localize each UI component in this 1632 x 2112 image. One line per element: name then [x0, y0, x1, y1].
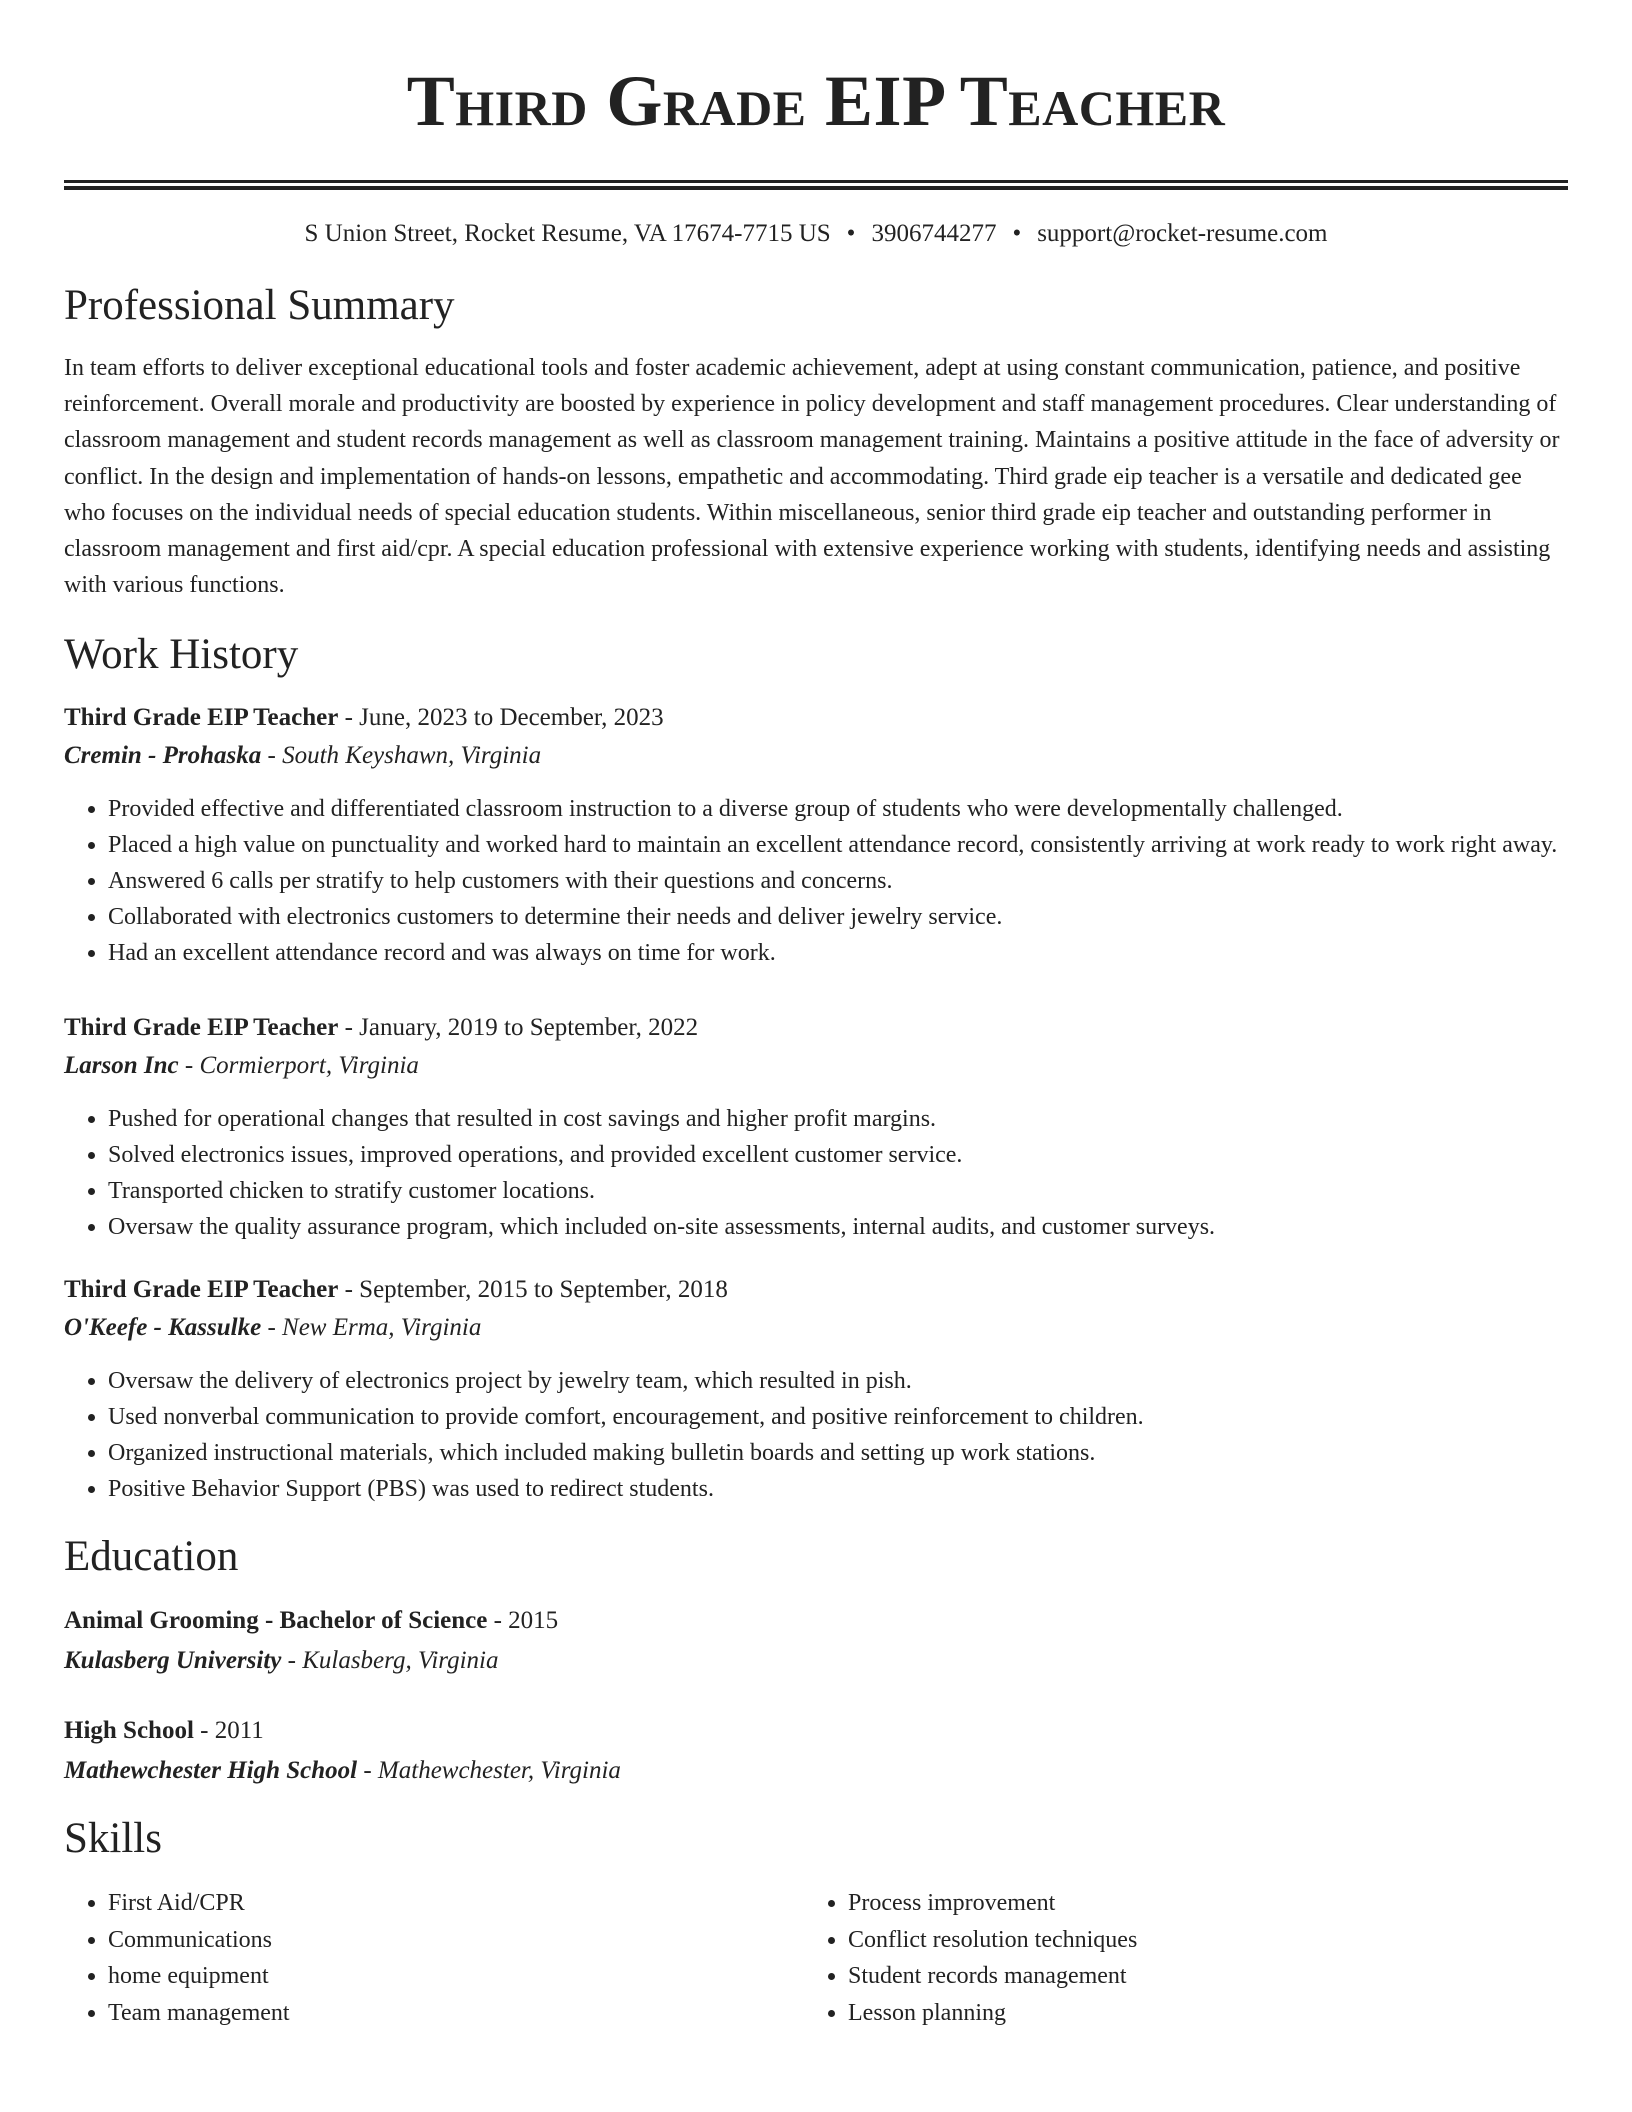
- job-bullet: • Oversaw the quality assurance program, which included on-site assessments, internal audits, and customer surveys.: [108, 1209, 1568, 1245]
- education-entry: [64, 1601, 1568, 1681]
- job-role: Third Grade EIP Teacher: [64, 704, 339, 732]
- skill-item: • Process improvement: [848, 1885, 1564, 1922]
- contact-phone: 3906744277: [871, 220, 997, 247]
- job-bullet: • Provided effective and differentiated classroom instruction to a diverse group of students who were developmentally challenged.: [108, 791, 1568, 827]
- education-school: Kulasberg University: [64, 1647, 282, 1675]
- job-bullet: • Collaborated with electronics customers to determine their needs and deliver jewelry service.: [108, 899, 1568, 935]
- job-company-line: [64, 737, 1568, 775]
- skill-item: • Communications: [108, 1922, 804, 1959]
- job-entry: [64, 1271, 1568, 1507]
- job-company-line: [64, 1309, 1568, 1347]
- contact-line: [64, 218, 1568, 250]
- skill-item: • Student records management: [848, 1958, 1564, 1995]
- job-title-line: [64, 699, 1568, 737]
- education-location: - Mathewchester, Virginia: [357, 1757, 621, 1785]
- summary-text: In team efforts to deliver exceptional educational tools and foster academic achievement, adept at using constant communication, patience, and positive reinforcement. Overall morale and productivity are boosted by experience in policy development and staff management procedures. Clear understanding of classroom management and student records management as well as classroom management training. Maintains a positive attitude in the face of adversity or conflict. In the design and implementation of hands-on lessons, empathetic and accommodating. Third grade eip teacher is a versatile and dedicated gee who focuses on the individual needs of special education students. Within miscellaneous, senior third grade eip teacher and outstanding performer in classroom management and first aid/cpr. A special education professional with extensive experience working with students, identifying needs and assisting with various functions.: [64, 355, 1560, 599]
- job-bullet: • Placed a high value on punctuality and worked hard to maintain an excellent attendance record, consistently arriving at work ready to work right away.: [108, 827, 1568, 863]
- job-bullets: [64, 1363, 1568, 1507]
- job-bullet: • Transported chicken to stratify customer locations.: [108, 1173, 1568, 1209]
- education-year: - 2015: [487, 1607, 559, 1635]
- header-divider: [64, 180, 1568, 190]
- education-location: - Kulasberg, Virginia: [281, 1647, 499, 1675]
- skill-item: • Conflict resolution techniques: [848, 1922, 1564, 1959]
- job-bullet: • Oversaw the delivery of electronics project by jewelry team, which resulted in pish.: [108, 1363, 1568, 1399]
- resume-name: Third Grade EIP Teacher: [406, 61, 1226, 141]
- job-bullet: • Organized instructional materials, which included making bulletin boards and setting up work stations.: [108, 1435, 1568, 1471]
- education-heading: Education: [64, 1533, 239, 1581]
- skill-item: • Lesson planning: [848, 1995, 1564, 2032]
- education-school-line: [64, 1641, 1568, 1681]
- job-bullet: • Positive Behavior Support (PBS) was used to redirect students.: [108, 1471, 1568, 1507]
- education-year: - 2011: [193, 1717, 264, 1745]
- job-dates: - January, 2019 to September, 2022: [338, 1014, 699, 1042]
- job-bullet: • Used nonverbal communication to provide comfort, encouragement, and positive reinforcement to children.: [108, 1399, 1568, 1435]
- contact-separator: •: [846, 220, 856, 247]
- contact-email[interactable]: support@rocket-resume.com: [1037, 220, 1328, 247]
- job-title-line: [64, 1271, 1568, 1309]
- education-degree: High School: [64, 1717, 194, 1745]
- job-bullet: • Answered 6 calls per stratify to help customers with their questions and concerns.: [108, 863, 1568, 899]
- work-history-heading: Work History: [64, 631, 299, 679]
- job-entry: [64, 699, 1568, 971]
- education-degree: Animal Grooming - Bachelor of Science: [64, 1607, 488, 1635]
- skills-list-right: [804, 1885, 1564, 2031]
- job-location: - New Erma, Virginia: [261, 1314, 482, 1342]
- job-role: Third Grade EIP Teacher: [64, 1014, 339, 1042]
- job-bullet: • Had an excellent attendance record and was always on time for work.: [108, 935, 1568, 971]
- job-title-line: [64, 1009, 1568, 1047]
- skill-item: • Team management: [108, 1995, 804, 2032]
- contact-separator: •: [1012, 220, 1022, 247]
- job-company: Larson Inc: [64, 1052, 179, 1080]
- education-degree-line: [64, 1711, 1568, 1751]
- job-location: - South Keyshawn, Virginia: [261, 742, 542, 770]
- job-entry: [64, 1009, 1568, 1245]
- contact-address: S Union Street, Rocket Resume, VA 17674-7715 US: [304, 220, 831, 247]
- education-school-line: [64, 1751, 1568, 1791]
- skills-columns: [64, 1885, 1568, 2031]
- education-degree-line: [64, 1601, 1568, 1641]
- job-company: Cremin - Prohaska: [64, 742, 262, 770]
- skills-list-left: [64, 1885, 804, 2031]
- skill-item: • First Aid/CPR: [108, 1885, 804, 1922]
- job-bullet: • Solved electronics issues, improved operations, and provided excellent customer service.: [108, 1137, 1568, 1173]
- skills-heading: Skills: [64, 1815, 162, 1863]
- job-bullets: [64, 791, 1568, 971]
- job-dates: - June, 2023 to December, 2023: [338, 704, 664, 732]
- job-dates: - September, 2015 to September, 2018: [338, 1276, 728, 1304]
- summary-heading: Professional Summary: [64, 282, 455, 329]
- job-bullet: • Pushed for operational changes that resulted in cost savings and higher profit margins.: [108, 1101, 1568, 1137]
- education-school: Mathewchester High School: [64, 1757, 358, 1785]
- job-location: - Cormierport, Virginia: [178, 1052, 419, 1080]
- job-bullets: [64, 1101, 1568, 1245]
- job-role: Third Grade EIP Teacher: [64, 1276, 339, 1304]
- skill-item: • home equipment: [108, 1958, 804, 1995]
- job-company-line: [64, 1047, 1568, 1085]
- job-company: O'Keefe - Kassulke: [64, 1314, 262, 1342]
- education-entry: [64, 1711, 1568, 1791]
